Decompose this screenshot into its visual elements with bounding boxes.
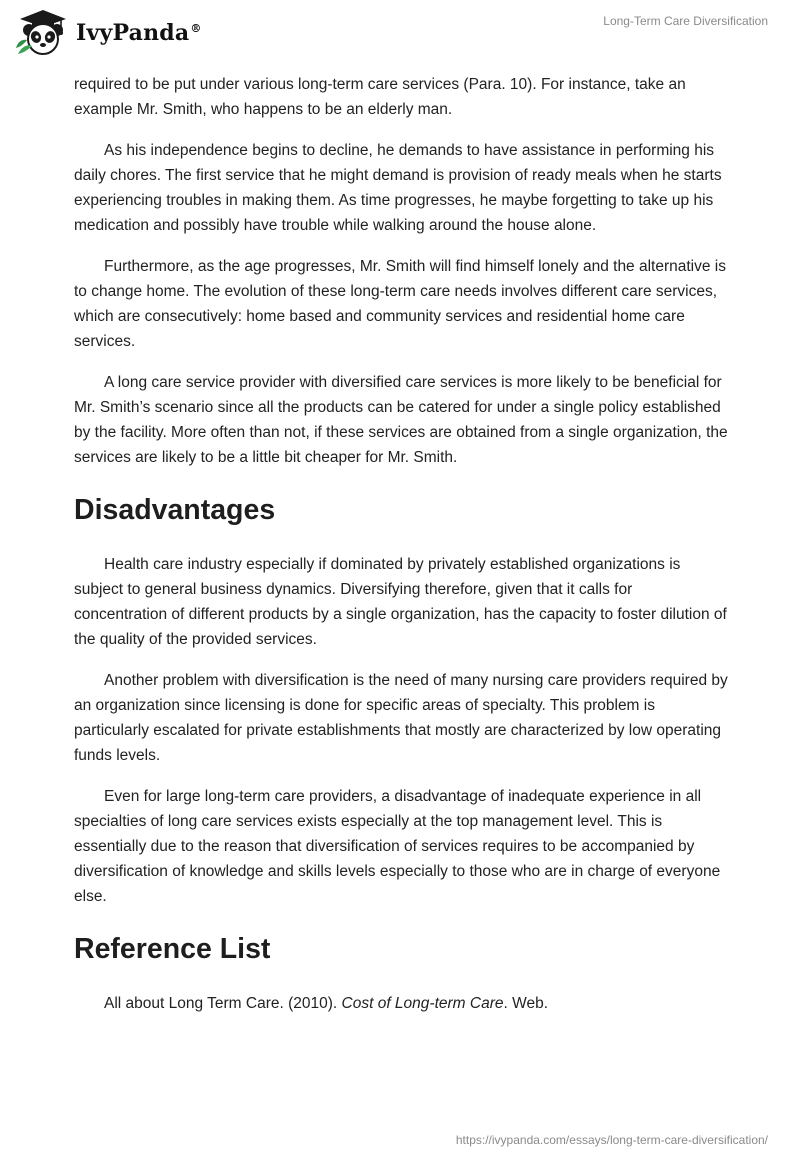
paragraph: required to be put under various long-term care services (Para. 10). For instance, take an example Mr. Smith, who happens to be an elderly man. (74, 76, 686, 118)
paragraph: Even for large long-term care providers, a disadvantage of inadequate experience in all specialties of long care services exists especially at the top management level. This is essentially due to the reason that diversification of services requires to be accompanied by diversification of knowledge and skills levels especially to those who are in charge of everyone else. (74, 788, 721, 905)
paragraph: Furthermore, as the age progresses, Mr. Smith will find himself lonely and the alternative is to change home. The evolution of these long-term care needs involves different care services, which are consecutively: home based and community services and residential home care services. (74, 258, 726, 350)
section-heading-disadvantages: Disadvantages (74, 494, 276, 526)
ivypanda-logo[interactable] (14, 8, 202, 58)
reference-title: Cost of Long-term Care (341, 995, 504, 1012)
reference-entry: All about Long Term Care. (2010). Cost of Long-term Care. Web. (104, 995, 548, 1012)
logo-wordmark: IvyPanda® (76, 20, 202, 46)
page-header (0, 0, 800, 70)
paragraph: As his independence begins to decline, he demands to have assistance in performing his daily chores. The first service that he might demand is provision of ready meals when he starts experiencing troubles in making them. As time progresses, he maybe forgetting to take up his medication and possibly have trouble while walking around the house alone. (74, 142, 722, 234)
document-title: Long-Term Care Diversification (603, 14, 768, 28)
paragraph: A long care service provider with diversified care services is more likely to be beneficial for Mr. Smith’s scenario since all the products can be catered for under a single policy established by the facility. More often than not, if these services are obtained from a single organization, the services are likely to be a little bit cheaper for Mr. Smith. (74, 374, 728, 466)
paragraph: Health care industry especially if dominated by privately established organizations is subject to general business dynamics. Diversifying therefore, given that it calls for concentration of different products by a single organization, has the capacity to foster dilution of the quality of the provided services. (74, 556, 727, 648)
paragraph: Another problem with diversification is the need of many nursing care providers required by an organization since licensing is done for specific areas of specialty. This problem is particularly escalated for private establishments that mostly are characterized by low operating funds levels. (74, 672, 728, 764)
panda-graduate-icon (14, 8, 72, 58)
essay-body (74, 72, 728, 1032)
section-heading-references: Reference List (74, 933, 271, 965)
source-url[interactable]: https://ivypanda.com/essays/long-term-care-diversification/ (455, 1133, 768, 1147)
